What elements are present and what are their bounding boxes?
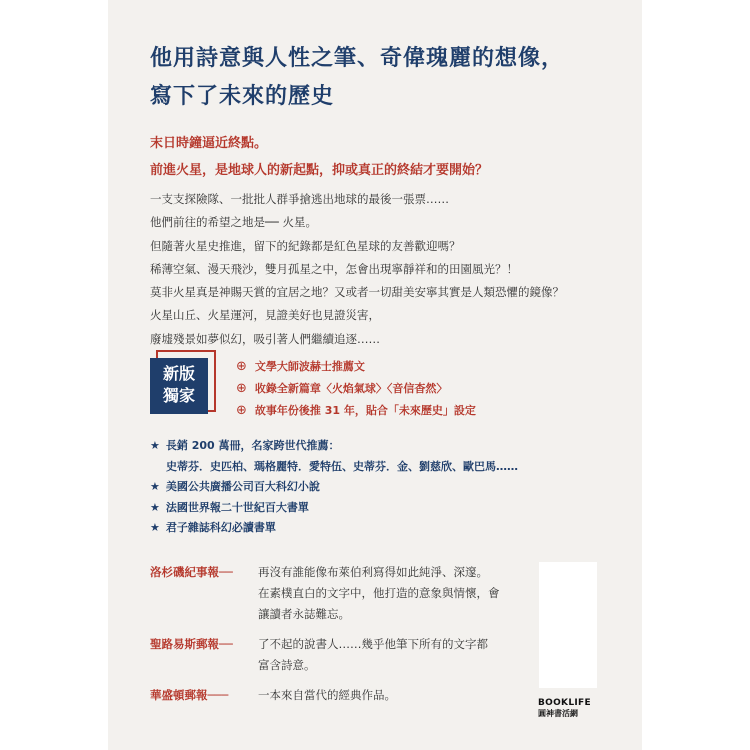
headline	[150, 40, 620, 116]
logo-english: BOOKLIFE	[538, 698, 591, 708]
feature-text: 文學大師波赫士推薦文	[254, 360, 365, 373]
review-source: 聖路易斯郵報──	[150, 637, 233, 651]
feature-text: 故事年份後推 31 年，貼合「未來歷史」設定	[254, 404, 476, 417]
synopsis-line: 他們前往的希望之地是── 火星。	[150, 215, 318, 230]
star-icon: ★	[150, 500, 160, 514]
intro-tagline	[150, 130, 620, 184]
accolade-text: 法國世界報二十世紀百大書單	[165, 500, 309, 514]
review-item	[150, 562, 530, 625]
star-icon: ★	[150, 521, 160, 534]
circle-plus-icon: ⊕	[236, 381, 247, 396]
synopsis	[150, 188, 610, 351]
accolade-item	[150, 436, 610, 457]
review-item	[150, 685, 530, 706]
synopsis-line: 火星山丘、火星運河，見證美好也見證災害，	[150, 308, 380, 323]
feature-text: 收錄全新篇章〈火焰氣球〉〈音信杳然〉	[254, 382, 448, 395]
star-icon: ★	[150, 480, 160, 493]
barcode-area	[539, 562, 597, 688]
review-quote: 再沒有誰能像布萊伯利寫得如此純淨、深邃。 在素樸直白的文字中，他打造的意象與情懷，會 讓讀者永誌難忘。	[258, 565, 500, 621]
feature-item	[236, 400, 616, 422]
accolade-item	[150, 518, 610, 539]
headline-line-2: 寫下了未來的歷史	[150, 84, 335, 109]
feature-item	[236, 378, 616, 400]
headline-line-1: 他用詩意與人性之筆、奇偉瑰麗的想像，	[150, 46, 565, 71]
review-quote: 了不起的說書人……幾乎他筆下所有的文字都 富含詩意。	[258, 637, 488, 672]
badge-line-1: 新版	[162, 364, 195, 383]
circle-plus-icon: ⊕	[236, 359, 247, 374]
accolade-item	[150, 477, 610, 498]
review-source: 洛杉磯紀事報──	[150, 565, 233, 579]
new-edition-badge	[150, 350, 220, 416]
press-reviews	[150, 562, 530, 715]
intro-line-2: 前進火星，是地球人的新起點，抑或真正的終結才要開始？	[150, 163, 489, 178]
synopsis-line: 一支支探險隊、一批批人群爭搶逃出地球的最後一張票……	[150, 192, 449, 206]
synopsis-line: 稀薄空氣、漫天飛沙，雙月孤星之中，怎會出現寧靜祥和的田園風光？！	[150, 261, 518, 276]
accolade-text: 長銷 200 萬冊，名家跨世代推薦：	[165, 439, 340, 452]
review-source: 華盛頓郵報───	[150, 688, 229, 702]
intro-line-1: 末日時鐘逼近終點。	[150, 136, 268, 151]
accolade-text: 美國公共廣播公司百大科幻小說	[165, 480, 320, 493]
accolade-item	[150, 498, 610, 519]
review-quote: 一本來自當代的經典作品。	[258, 688, 396, 702]
feature-item	[236, 356, 616, 378]
synopsis-line: 但隨著火星史推進，留下的紀錄都是紅色星球的友善歡迎嗎？	[150, 238, 461, 253]
accolade-endorsers: 史蒂芬．史匹柏、瑪格麗特．愛特伍、史蒂芬．金、劉慈欣、歐巴馬……	[166, 459, 518, 473]
feature-list	[236, 356, 616, 422]
accolade-list	[150, 436, 610, 539]
logo-chinese: 圓神書活網	[538, 709, 578, 718]
review-item	[150, 634, 530, 676]
accolade-text: 君子雜誌科幻必讀書單	[165, 521, 276, 534]
badge-line-2: 獨家	[162, 386, 195, 405]
synopsis-line: 莫非火星真是神賜天賞的宜居之地？又或者一切甜美安寧其實是人類恐懼的鏡像？	[150, 285, 564, 300]
synopsis-line: 廢墟殘景如夢似幻，吸引著人們繼續追逐……	[150, 331, 380, 346]
circle-plus-icon: ⊕	[236, 403, 247, 418]
badge-fill	[150, 358, 208, 414]
publisher-logo	[538, 698, 608, 719]
star-icon: ★	[150, 439, 160, 452]
